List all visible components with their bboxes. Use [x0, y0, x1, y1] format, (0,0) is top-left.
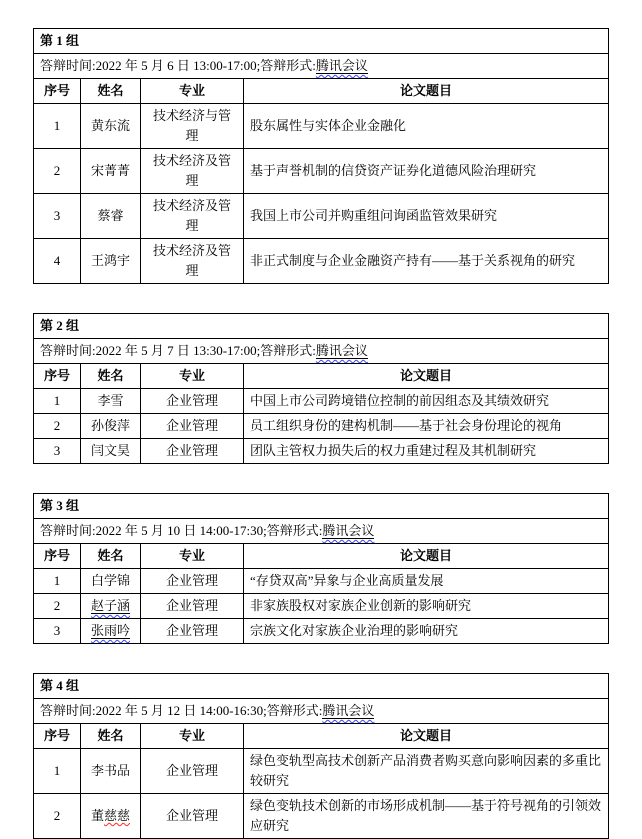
table-row [34, 104, 609, 149]
major: 企业管理 [141, 794, 244, 839]
group-title-row [34, 314, 609, 339]
group-title: 第 3 组 [34, 494, 609, 519]
group-title: 第 4 组 [34, 674, 609, 699]
defense-time-text: 答辩时间:2022 年 5 月 7 日 13:30-17:00;答辩形式: [40, 343, 316, 358]
col-header-thesis: 论文题目 [244, 79, 609, 104]
major: 企业管理 [141, 594, 244, 619]
major: 企业管理 [141, 569, 244, 594]
thesis-title: 股东属性与实体企业金融化 [244, 104, 609, 149]
row-no: 1 [34, 569, 81, 594]
row-no: 1 [34, 749, 81, 794]
major: 技术经济及管理 [141, 149, 244, 194]
name-head: 董 [90, 808, 104, 823]
spellcheck-marked-name: 赵子涵 [90, 598, 130, 613]
row-no: 3 [34, 194, 81, 239]
row-no: 2 [34, 414, 81, 439]
thesis-title: 中国上市公司跨境错位控制的前因组态及其绩效研究 [244, 389, 609, 414]
column-header-row [34, 364, 609, 389]
table-row [34, 619, 609, 644]
student-name: 李雪 [81, 389, 141, 414]
defense-time-row [34, 519, 609, 544]
thesis-title: 非家族股权对家族企业创新的影响研究 [244, 594, 609, 619]
row-no: 3 [34, 439, 81, 464]
student-name: 闫文昊 [81, 439, 141, 464]
table-row [34, 749, 609, 794]
col-header-thesis: 论文题目 [244, 724, 609, 749]
table-row [34, 594, 609, 619]
tencent-meeting-link[interactable]: 腾讯会议 [315, 58, 368, 73]
row-no: 3 [34, 619, 81, 644]
group-title: 第 1 组 [34, 29, 609, 54]
table-row [34, 794, 609, 839]
row-no: 1 [34, 104, 81, 149]
table-row [34, 569, 609, 594]
spellcheck-red-wavy-name-part: 慈慈 [104, 808, 131, 823]
column-header-row [34, 79, 609, 104]
col-header-no: 序号 [34, 544, 81, 569]
major: 企业管理 [141, 389, 244, 414]
defense-time-row [34, 699, 609, 724]
defense-group-1-table [33, 28, 609, 284]
table-row [34, 389, 609, 414]
col-header-major: 专业 [141, 544, 244, 569]
col-header-no: 序号 [34, 79, 81, 104]
col-header-name: 姓名 [81, 79, 141, 104]
group-title-row [34, 29, 609, 54]
row-no: 2 [34, 149, 81, 194]
major: 技术经济及管理 [141, 239, 244, 284]
defense-time-row [34, 54, 609, 79]
thesis-title: 绿色变轨型高技术创新产品消费者购买意向影响因素的多重比较研究 [244, 749, 609, 794]
thesis-title: 团队主管权力损失后的权力重建过程及其机制研究 [244, 439, 609, 464]
row-no: 4 [34, 239, 81, 284]
thesis-title: 基于声誉机制的信贷资产证券化道德风险治理研究 [244, 149, 609, 194]
student-name: 宋菁菁 [81, 149, 141, 194]
col-header-thesis: 论文题目 [244, 544, 609, 569]
major: 企业管理 [141, 749, 244, 794]
column-header-row [34, 544, 609, 569]
table-row [34, 439, 609, 464]
major: 技术经济与管理 [141, 104, 244, 149]
row-no: 2 [34, 594, 81, 619]
defense-time-text: 答辩时间:2022 年 5 月 6 日 13:00-17:00;答辩形式: [40, 58, 316, 73]
row-no: 2 [34, 794, 81, 839]
col-header-major: 专业 [141, 724, 244, 749]
major: 企业管理 [141, 439, 244, 464]
major: 企业管理 [141, 619, 244, 644]
tencent-meeting-link[interactable]: 腾讯会议 [322, 703, 375, 718]
thesis-title: 非正式制度与企业金融资产持有——基于关系视角的研究 [244, 239, 609, 284]
thesis-title: 我国上市公司并购重组问询函监管效果研究 [244, 194, 609, 239]
student-name: 黄东流 [81, 104, 141, 149]
group-title-row [34, 494, 609, 519]
group-title-row [34, 674, 609, 699]
table-row [34, 194, 609, 239]
tencent-meeting-link[interactable]: 腾讯会议 [315, 343, 368, 358]
col-header-major: 专业 [141, 364, 244, 389]
student-name [81, 619, 141, 644]
col-header-no: 序号 [34, 724, 81, 749]
group-title: 第 2 组 [34, 314, 609, 339]
defense-group-2-table [33, 313, 609, 464]
student-name: 白学锦 [81, 569, 141, 594]
defense-time-text: 答辩时间:2022 年 5 月 10 日 14:00-17:30;答辩形式: [40, 523, 323, 538]
student-name [81, 794, 141, 839]
defense-time-row [34, 339, 609, 364]
defense-time-text: 答辩时间:2022 年 5 月 12 日 14:00-16:30;答辩形式: [40, 703, 323, 718]
col-header-name: 姓名 [81, 544, 141, 569]
table-row [34, 239, 609, 284]
table-row [34, 149, 609, 194]
row-no: 1 [34, 389, 81, 414]
student-name [81, 594, 141, 619]
tencent-meeting-link[interactable]: 腾讯会议 [322, 523, 375, 538]
thesis-title: “存贷双高”异象与企业高质量发展 [244, 569, 609, 594]
student-name: 蔡睿 [81, 194, 141, 239]
thesis-title: 员工组织身份的建构机制——基于社会身份理论的视角 [244, 414, 609, 439]
major: 技术经济及管理 [141, 194, 244, 239]
col-header-thesis: 论文题目 [244, 364, 609, 389]
student-name: 李书品 [81, 749, 141, 794]
thesis-title: 宗族文化对家族企业治理的影响研究 [244, 619, 609, 644]
col-header-name: 姓名 [81, 364, 141, 389]
table-row [34, 414, 609, 439]
col-header-name: 姓名 [81, 724, 141, 749]
col-header-major: 专业 [141, 79, 244, 104]
col-header-no: 序号 [34, 364, 81, 389]
defense-group-3-table [33, 493, 609, 644]
student-name: 王鸿宇 [81, 239, 141, 284]
thesis-title: 绿色变轨技术创新的市场形成机制——基于符号视角的引领效应研究 [244, 794, 609, 839]
major: 企业管理 [141, 414, 244, 439]
defense-group-4-table [33, 673, 609, 839]
column-header-row [34, 724, 609, 749]
student-name: 孙俊萍 [81, 414, 141, 439]
spellcheck-marked-name: 张雨吟 [90, 623, 130, 638]
